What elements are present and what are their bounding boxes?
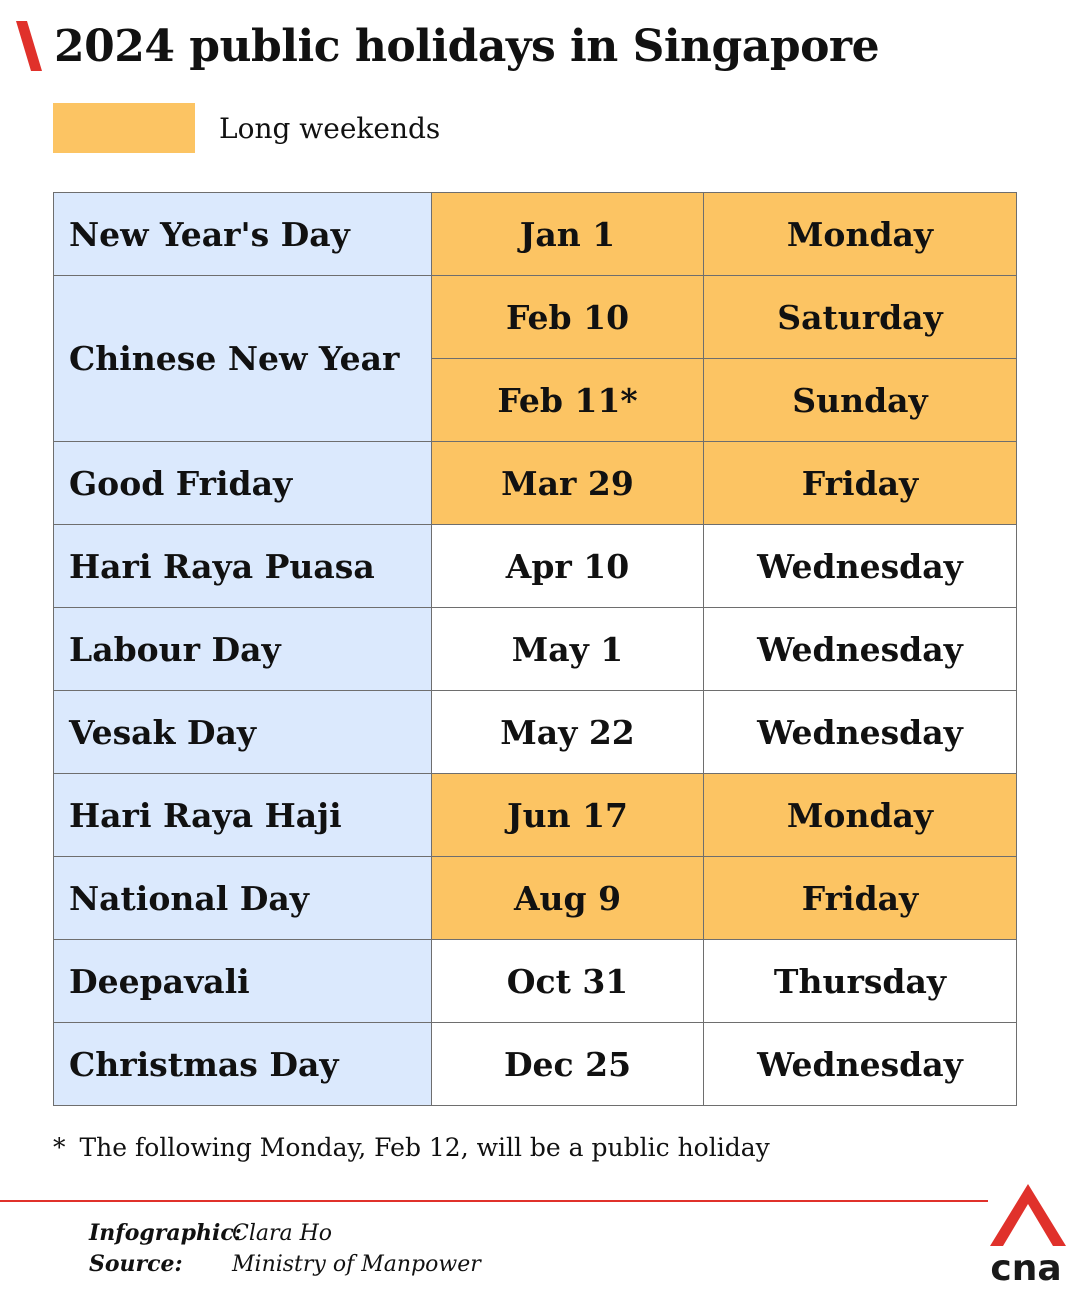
holiday-name: New Year's Day xyxy=(54,193,432,276)
holiday-name: Christmas Day xyxy=(54,1023,432,1106)
table-row xyxy=(54,608,1017,691)
holiday-date: Apr 10 xyxy=(432,525,704,608)
table-row xyxy=(54,525,1017,608)
holiday-day: Friday xyxy=(704,857,1017,940)
holiday-date: Aug 9 xyxy=(432,857,704,940)
footnote xyxy=(53,1133,770,1162)
holiday-day: Wednesday xyxy=(704,608,1017,691)
holiday-date: Feb 11* xyxy=(432,359,704,442)
table-row xyxy=(54,691,1017,774)
holiday-day: Wednesday xyxy=(704,525,1017,608)
holiday-date: Oct 31 xyxy=(432,940,704,1023)
infographic-label: Infographic: xyxy=(89,1220,242,1246)
holiday-name: Deepavali xyxy=(54,940,432,1023)
cna-logo-icon xyxy=(986,1184,1066,1284)
legend xyxy=(53,103,440,153)
table-row xyxy=(54,276,1017,359)
header xyxy=(16,14,879,78)
holiday-name: Hari Raya Haji xyxy=(54,774,432,857)
holiday-date: Feb 10 xyxy=(432,276,704,359)
holiday-day: Sunday xyxy=(704,359,1017,442)
infographic-value: Clara Ho xyxy=(232,1221,333,1246)
holiday-day: Thursday xyxy=(704,940,1017,1023)
holiday-name: National Day xyxy=(54,857,432,940)
holiday-name: Vesak Day xyxy=(54,691,432,774)
page-title: 2024 public holidays in Singapore xyxy=(54,20,880,72)
holiday-date: May 1 xyxy=(432,608,704,691)
legend-label: Long weekends xyxy=(219,111,441,145)
legend-swatch xyxy=(53,103,195,153)
footnote-text: The following Monday, Feb 12, will be a public holiday xyxy=(79,1133,770,1162)
holiday-name: Good Friday xyxy=(54,442,432,525)
source-value: Ministry of Manpower xyxy=(232,1252,481,1277)
holiday-day: Saturday xyxy=(704,276,1017,359)
table-row xyxy=(54,442,1017,525)
holiday-day: Wednesday xyxy=(704,1023,1017,1106)
holiday-name: Hari Raya Puasa xyxy=(54,525,432,608)
holiday-date: May 22 xyxy=(432,691,704,774)
footnote-marker: * xyxy=(53,1133,66,1162)
holiday-name: Chinese New Year xyxy=(54,276,432,442)
holiday-day: Friday xyxy=(704,442,1017,525)
holiday-date: Jun 17 xyxy=(432,774,704,857)
holiday-table xyxy=(53,192,1017,1106)
table-row xyxy=(54,774,1017,857)
table-row xyxy=(54,193,1017,276)
holiday-date: Dec 25 xyxy=(432,1023,704,1106)
holiday-day: Monday xyxy=(704,193,1017,276)
holiday-name: Labour Day xyxy=(54,608,432,691)
table-row xyxy=(54,940,1017,1023)
holiday-day: Wednesday xyxy=(704,691,1017,774)
source-label: Source: xyxy=(89,1251,183,1277)
logo-text: cna xyxy=(990,1248,1062,1284)
credits xyxy=(89,1218,481,1280)
table-row xyxy=(54,857,1017,940)
holiday-day: Monday xyxy=(704,774,1017,857)
divider xyxy=(0,1200,988,1202)
table-row xyxy=(54,1023,1017,1106)
cna-slash-icon xyxy=(16,21,42,71)
holiday-date: Jan 1 xyxy=(432,193,704,276)
holiday-date: Mar 29 xyxy=(432,442,704,525)
